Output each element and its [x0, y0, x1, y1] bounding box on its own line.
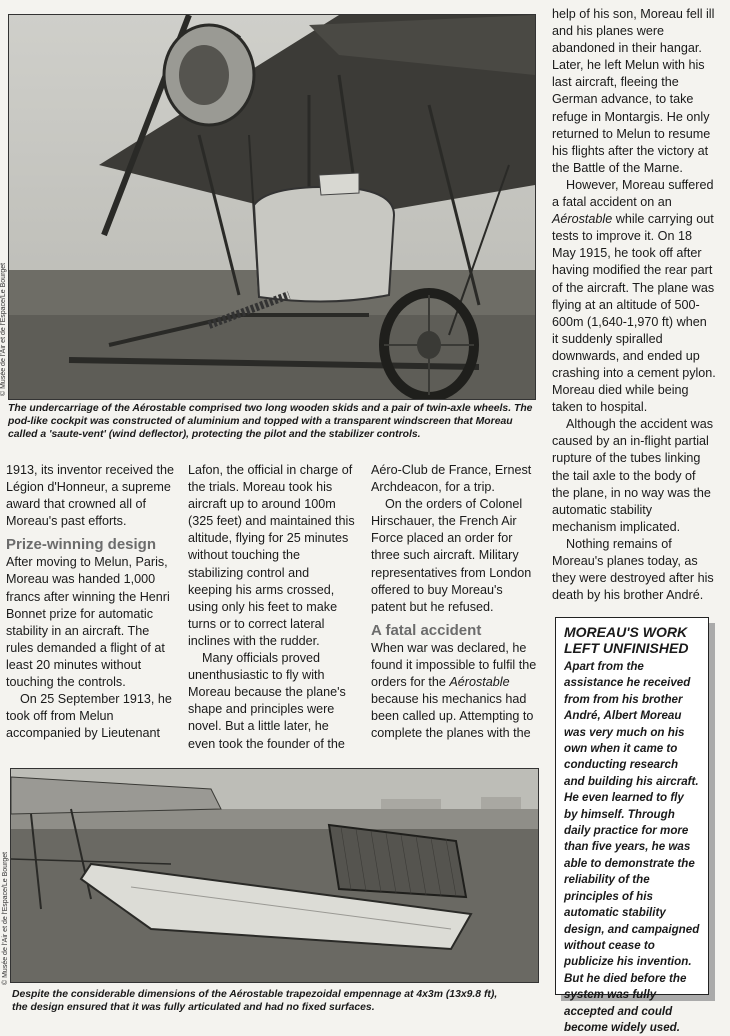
- bottom-photo-credit: © Musée de l'Air et de l'Espace/Le Bourget: [2, 851, 9, 985]
- sidebar-body: Apart from the assistance he received from from his brother André, Albert Moreau was very much on his own when it came to conducting research and building his aircraft. He even learned to fly by himself. Through daily practice for more than five years, he was able to demonstrate the reliability of the principles of his automatic stability design, and campaigned without cease to publicize his invention. But he died before the system was fully accepted and could become widely used.: [564, 660, 700, 1034]
- paragraph: On 25 September 1913, he took off from Melun accompanied by Lieutenant: [6, 692, 172, 741]
- top-photo-caption: The undercarriage of the Aérostable comprised two long wooden skids and a pair of twin-axle wheels. The pod-like cockpit was constructed of aluminium and topped with a transparent windscreen that Moreau called a 'saute-vent' (wind deflector), protecting the pilot and the stabilizer controls.: [8, 403, 533, 441]
- undercarriage-photo: [8, 14, 536, 400]
- paragraph: Nothing remains of Moreau's planes today, as they were destroyed after his death by his brother André.: [552, 536, 714, 603]
- article-column-2: [188, 462, 356, 753]
- section-heading-prize-winning-design: Prize-winning design: [6, 536, 157, 554]
- paragraph: However, Moreau suffered a fatal accident on an Aérostable while carrying out tests to improve it. On 18 May 1915, he took off after having modified the rear part of the aircraft. The plane was flying at an altitude of 500-600m (1,640-1,970 ft) when it suddenly spiralled downwards, and ended up crashing into a cement pylon. Moreau died while being taken to hospital.: [552, 177, 716, 415]
- paragraph: Although the accident was caused by an in-flight partial rupture of the tubes linking the tail axle to the body of the plane, in no way was the automatic stability mechanism implicated.: [552, 417, 714, 534]
- sidebar-title: MOREAU'S WORK LEFT UNFINISHED: [564, 624, 689, 656]
- paragraph: On the orders of Colonel Hirschauer, the French Air Force placed an order for three such aircraft. Military representatives from London offered to buy Moreau's patent but he refused.: [371, 497, 532, 614]
- bottom-photo-caption: Despite the considerable dimensions of the Aérostable trapezoidal empennage at 4x3m (13x9.8 ft), the design ensured that it was fully articulated and had no fixed surfaces.: [12, 989, 498, 1014]
- paragraph: Lafon, the official in charge of the trials. Moreau took his aircraft up to around 100m (325 feet) and maintained this altitude, flying for 25 minutes without touching the stabilizing control and keeping his arms crossed, using only his feet to make turns or to correct lateral inclines with the rudder.: [188, 463, 355, 648]
- article-column-4: [552, 6, 716, 604]
- aircraft-undercarriage-illustration: [9, 15, 535, 399]
- article-column-1: [6, 462, 176, 742]
- empennage-photo: [10, 768, 539, 983]
- paragraph: Aéro-Club de France, Ernest Archdeacon, for a trip.: [371, 463, 532, 495]
- sidebar-box: [555, 617, 709, 1034]
- paragraph: Many officials proved unenthusiastic to fly with Moreau because the plane's shape and principles were novel. But a little later, he even took the founder of the: [188, 651, 346, 751]
- tail-empennage-illustration: [11, 769, 538, 982]
- article-column-3: [371, 462, 539, 742]
- paragraph: help of his son, Moreau fell ill and his planes were abandoned in their hangar. Later, he left Melun with his last aircraft, fleeing the German advance, to take refuge in Montargis. He only returned to Melun to resume his flights after the victory at the Battle of the Marne.: [552, 7, 715, 175]
- section-heading-fatal-accident: A fatal accident: [371, 621, 482, 639]
- paragraph: After moving to Melun, Paris, Moreau was handed 1,000 francs after winning the Henri Bonnet prize for automatic stability in an aircraft. The rules demanded a flight of at least 20 minutes without touching the controls.: [6, 555, 170, 690]
- top-photo-credit: © Musée de l'Air et de l'Espace/Le Bourget: [0, 262, 7, 396]
- paragraph: When war was declared, he found it impossible to fulfil the orders for the Aérostable because his mechanics had been called up. Attempting to complete the planes with the: [371, 640, 537, 741]
- paragraph: 1913, its inventor received the Légion d'Honneur, a supreme award that crowned all of Moreau's past efforts.: [6, 463, 175, 529]
